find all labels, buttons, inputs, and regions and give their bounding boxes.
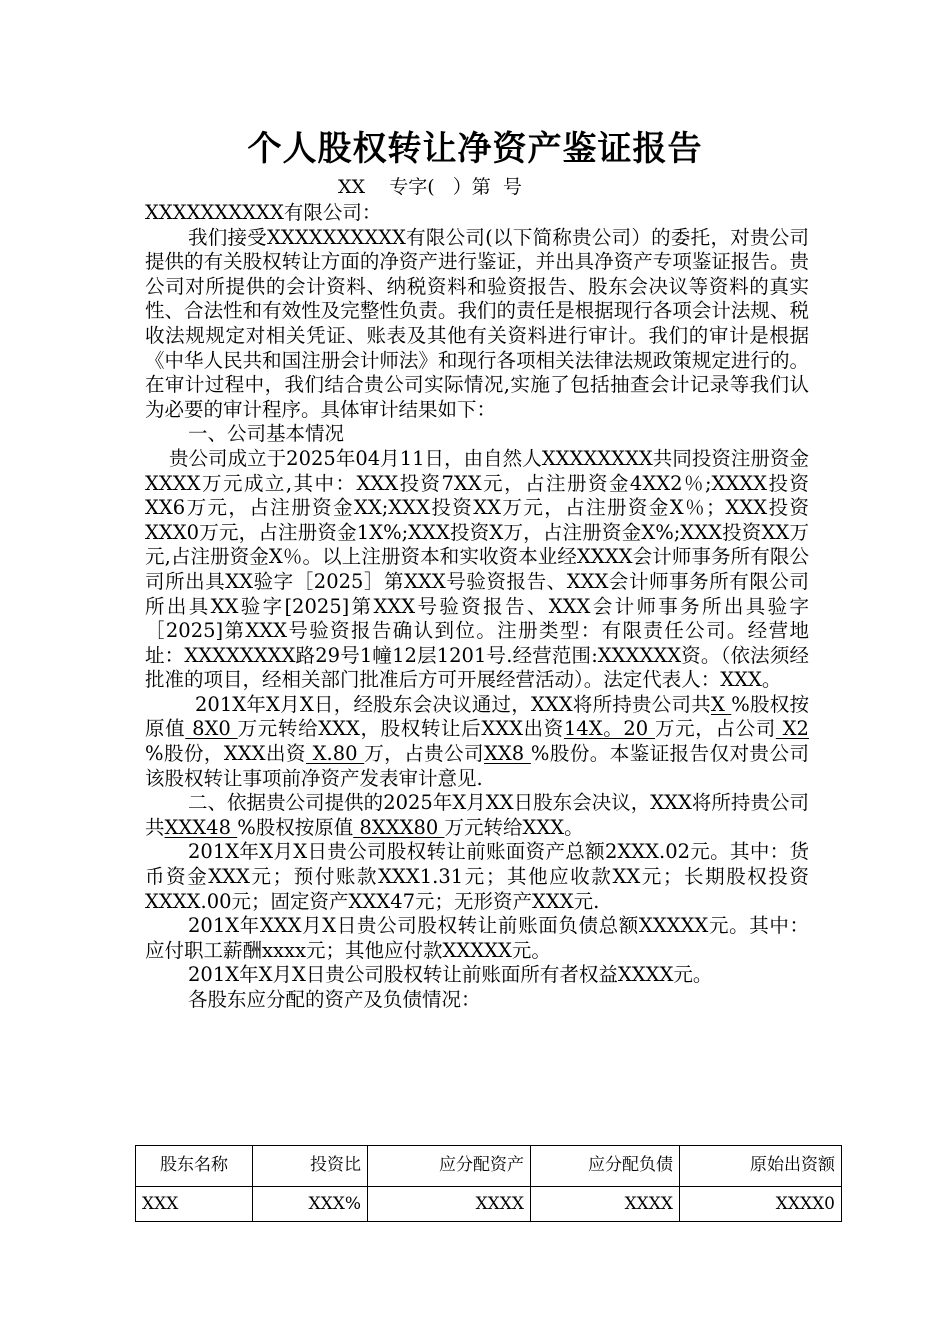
intro-paragraph: 我们接受XXXXXXXXXX有限公司(以下简称贵公司）的委托，对贵公司提供的有关股权转让方面的净资产进行鉴证，并出具净资产专项鉴证报告。贵公司对所提供的会计资料、纳税资料和验资报告、股东会决议等资料的真实性、合法性和有效性及完整性负责。我们的责任是根据现行各项会计法规、税收法规规定对相关凭证、账表及其他有关资料进行审计。我们的审计是根据《中华人民共和国注册会计师法》和现行各项相关法律法规政策规定进行的。在审计过程中，我们结合贵公司实际情况,实施了包括抽查会计记录等我们认为必要的审计程序。具体审计结果如下：: [145, 225, 809, 421]
table-header-cell: 原始出资额: [680, 1146, 842, 1187]
table-intro: 各股东应分配的资产及负债情况：: [188, 988, 481, 1011]
section1-heading: 一、公司基本情况: [188, 422, 345, 446]
transfer-paragraph: 201X年X月X日，经股东会决议通过，XXX将所持贵公司共X %股权按原值 8X0 万元转给XXX，股权转让后XXX出资14X。20 万元，占公司 X2 %股份，XXX出资 X.80 万，占贵公司XX8 %股份。本鉴证报告仅对贵公司该股权转让事项前净资产发表审计意见.: [145, 692, 809, 790]
table-header-cell: 应分配负债: [531, 1146, 680, 1187]
assets-paragraph: 201X年X月X日贵公司股权转让前账面资产总额2XXX.02元。其中：货币资金XXX元；预付账款XXX1.31元；其他应收款XX元；长期股权投资XXXX.00元；固定资产XXX47元；无形资产XXX元.: [145, 840, 809, 913]
table-cell: XXXX0: [680, 1187, 842, 1222]
liabilities-paragraph: 201X年XXX月X日贵公司股权转让前账面负债总额XXXXX元。其中：应付职工薪酬xxxx元；其他应付款XXXXX元。: [145, 914, 809, 962]
report-title: 个人股权转让净资产鉴证报告: [247, 129, 703, 169]
table-cell: XXXX: [531, 1187, 680, 1222]
addressee: XXXXXXXXXX有限公司：: [145, 201, 382, 224]
document-number: XX 专字( ）第 号: [338, 176, 522, 198]
table-cell: XXX: [136, 1187, 253, 1222]
report-body: [145, 201, 809, 1013]
table-header-cell: 应分配资产: [368, 1146, 531, 1187]
section2-paragraph: 二、依据贵公司提供的2025年X月XX日股东会决议，XXX将所持贵公司共XXX48 %股权按原值 8XXX80 万元转给XXX。: [145, 791, 809, 839]
table-header-cell: 股东名称: [136, 1146, 253, 1187]
table-header-row: [136, 1146, 842, 1187]
section1-paragraph: 贵公司成立于2025年04月11日，由自然人XXXXXXXX共同投资注册资金XXXX万元成立,其中：XXX投资7XX元，占注册资金4XX2％;XXXX投资XX6万元，占注册资金XX;XXX投资XX万元，占注册资金X％；XXX投资XXX0万元，占注册资金1X%;XXX投资X万，占注册资金X%;XXX投资XX万元,占注册资金X％。以上注册资本和实收资本业经XXXX会计师事务所有限公司所出具XX验字［2025］第XXX号验资报告、XXX会计师事务所有限公司所出具XX验字[2025]第XXX号验资报告、XXX会计师事务所出具验字［2025]第XXX号验资报告确认到位。注册类型：有限责任公司。经营地址：XXXXXXXX路29号1幢12层1201号.经营范围:XXXXXX资。（依法须经批准的项目，经相关部门批准后方可开展经营活动）。法定代表人：XXX。: [145, 446, 809, 692]
equity-paragraph: 201X年X月X日贵公司股权转让前账面所有者权益XXXX元。: [188, 963, 713, 987]
allocation-table: [135, 1145, 842, 1222]
table-cell: XXXX: [368, 1187, 531, 1222]
table-cell: XXX%: [253, 1187, 368, 1222]
table-header-cell: 投资比: [253, 1146, 368, 1187]
table-row: [136, 1187, 842, 1222]
